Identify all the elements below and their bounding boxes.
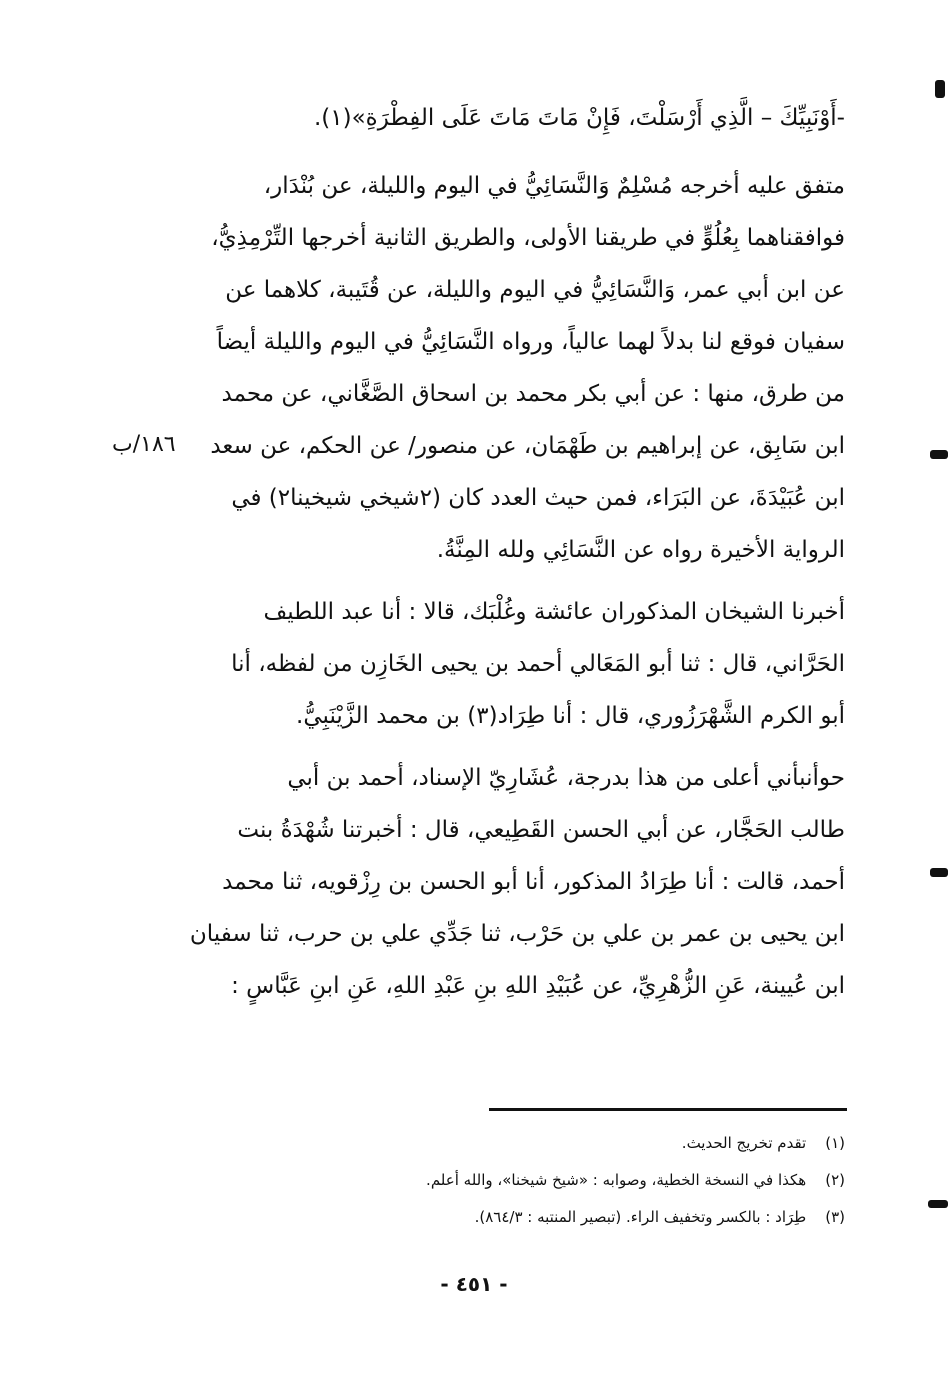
scan-speck (928, 1200, 948, 1208)
body-paragraph-2 (183, 160, 845, 576)
footnote-text: طِرَاد : بالكسر وتخفيف الراء. (تبصير المنتبه : ٨٦٤/٣). (474, 1208, 807, 1226)
page-number: - ٤٥١ - (440, 1272, 508, 1296)
footnote-number: (٣) (825, 1208, 845, 1226)
scan-speck (930, 868, 948, 877)
footnote-1 (225, 1125, 845, 1162)
footnote-3 (225, 1199, 845, 1236)
body-paragraph-1 (183, 92, 845, 144)
scan-speck (935, 80, 945, 98)
body-paragraph-4 (183, 752, 845, 1012)
body-line: سفيان فوقع لنا بدلاً لهما عالياً، ورواه النَّسَائِيُّ في اليوم والليلة أيضاً (216, 329, 845, 355)
body-line: من طرق، منها : عن أبي بكر محمد بن اسحاق الصَّغَّاني، عن محمد (221, 381, 845, 407)
manuscript-folio-marker: ١٨٦/ب (112, 432, 176, 457)
body-paragraph-3 (183, 586, 845, 742)
footnote-text: هكذا في النسخة الخطية، وصوابه : «شيخ شيخنا»، والله أعلم. (426, 1171, 807, 1189)
footnote-number: (١) (825, 1134, 845, 1152)
body-line: أخبرنا الشيخان المذكوران عائشة وغُلْبَك، قالا : أنا عبد اللطيف (263, 599, 845, 625)
body-line: الحَرَّاني، قال : ثنا أبو المَعَالي أحمد بن يحيى الخَازِن من لفظه، أنا (231, 651, 845, 677)
footnote-text: تقدم تخريج الحديث. (681, 1134, 807, 1152)
body-line: -أَوْنَبِيِّكَ – الَّذِي أَرْسَلْتَ، فَإِنْ مَاتَ مَاتَ عَلَى الفِطْرَةِ»(١). (313, 105, 845, 131)
footnote-2 (225, 1162, 845, 1199)
scan-speck (930, 450, 948, 459)
body-line: طالب الحَجَّار، عن أبي الحسن القَطِيعي، قال : أخبرتنا شُهْدَةُ بنت (237, 817, 845, 843)
body-line: فوافقناهما بِعُلُوٍّ في طريقنا الأولى، والطريق الثانية أخرجها التِّرْمِذِيُّ، (211, 225, 845, 251)
body-line: ابن يحيى بن عمر بن علي بن حَرْب، ثنا جَدِّي علي بن حرب، ثنا سفيان (189, 921, 845, 947)
body-line: أحمد، قالت : أنا طِرَادُ المذكور، أنا أبو الحسن بن رِزْقويه، ثنا محمد (222, 869, 845, 895)
body-line: ابن عُبَيْدَةَ، عن البَرَاء، فمن حيث العدد كان (٢شيخي شيخينا٢) في (231, 485, 845, 511)
footnote-number: (٢) (825, 1171, 845, 1189)
body-line: حوأنبأني أعلى من هذا بدرجة، عُشَارِيّ الإسناد، أحمد بن أبي (287, 765, 845, 791)
body-line: متفق عليه أخرجه مُسْلِمٌ وَالنَّسَائِيُّ في اليوم والليلة، عن بُنْدَار، (263, 173, 845, 199)
body-line: أبو الكرم الشَّهْرَزُوري، قال : أنا طِرَاد(٣) بن محمد الزَّيْنَبِيُّ. (296, 703, 845, 729)
body-line: ابن سَابِق، عن إبراهيم بن طَهْمَان، عن منصور/ عن الحكم، عن سعد (210, 433, 845, 459)
footnote-divider (489, 1108, 847, 1111)
footnotes (225, 1125, 845, 1236)
body-line: الرواية الأخيرة رواه عن النَّسَائِي ولله المِنَّةُ. (436, 537, 845, 563)
body-line: ابن عُيينة، عَنِ الزُّهْرِيِّ، عن عُبَيْدِ اللهِ بنِ عَبْدِ اللهِ، عَنِ ابنِ عَبَّاسٍ : (231, 973, 845, 999)
body-line: عن ابن أبي عمر، وَالنَّسَائِيُّ في اليوم والليلة، عن قُتَيبة، كلاهما عن (225, 277, 845, 303)
